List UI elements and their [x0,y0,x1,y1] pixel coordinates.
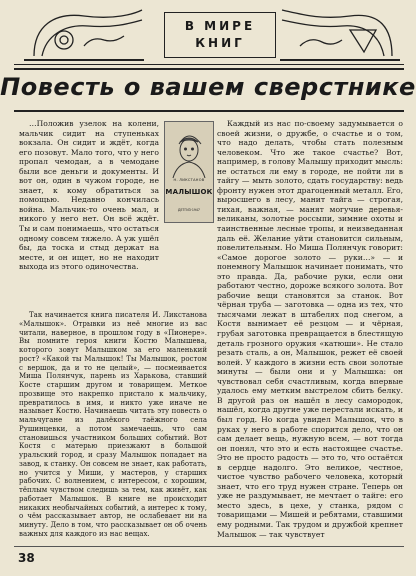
book-cover-title: МАЛЫШОК [165,188,213,196]
decorative-ornament-right [280,6,400,62]
boy-portrait-icon [165,122,213,178]
article-paragraph: Так начинается книга писателя И. Ликстанова «Малышок». Отрывки из неё многие из вас читали, наверное, в прошлом году в «Пионере». Вы помните героя книги Костю Малышева, которого зовут Малышком за его маленький рост? «Какой ты Малышок! Ты Малышок, ростом с вершок, да и то не целый», — посмеивается Миша Полянчук, парень из Харькова, ставший Косте старшим другом и товарищем. Меткое прозвище это накрепко пристало к мальчику, превратилось в имя, и никто уже иначе не называет Костю. Начинаешь читать эту повесть о мальчугане из далёкого таёжного села Рушинцевки, а потом замечаешь, что сам становишься участником больших событий. Вот Костя с матерью приезжают в большой уральский город, и сразу Малышок попадает на завод, к станку. Он совсем не знает, как работать, но учится у Миши, у мастеров, у старших рабочих. С волнением, с интересом, с хорошим, тёплым чувством следишь за тем, как живёт, как работает Малышок. В книге не происходит никаких необычайных событий, а интерес к тому, о чём рассказывает автор, не ослабевает ни на минуту. Дело в том, что рассказывает он об очень важных для каждого из нас вещах. [19,311,207,538]
article-paragraph: …Положив узелок на колени, мальчик сидит на ступеньках вокзала. Он сидит и ждёт, когда его позовут. Мало того, что у него пропал чемодан, а в чемодане были все деньги и документы. И вот он, один в чужом городе, не знает, к кому обратиться за помощью. Недавно кончилась война. Мальчик-то очень мал, и никого у него нет. Он всё ждёт. Ты и сам понимаешь, что остаться одному совсем тяжело. А уж ушёл бы, да тоска и стыд держат на месте, и он ищет, но не находит выхода из этого одиночества. [19,119,159,272]
section-header [14,6,404,65]
section-title-line2: КНИГ [195,36,245,50]
article-paragraph: Каждый из нас по-своему задумывается о своей жизни, о дружбе, о счастье и о том, что надо делать, чтобы стать полезным человеком. Что же такое счастье? Вот, например, в голову Малышу приходит мысль: не остаться ли ему в городе, не пойти ли в тайгу — мыть золото, сдать государству: ведь фронту нужен этот драгоценный металл. Его, выросшего в лесу, манит тайга — строгая, тихая, важная, — манят могучие деревья-великаны, золотые россыпи, зимние охоты и таинственные лесные тропы, и неизведанная даль её. Желание уйти становится сильным, повелительным. Но Миша Полянчук говорит: «Самое дорогое золото — руки…» — и понемногу Малышок начинает понимать, что это правда. Да, рабочие руки, если они работают честно, дороже всякого золота. Вот рабочие вещи становятся за станок. Вот чёрная труба — заготовка — одна из тех, что тысячами лежат в штабелях под снегом, а Костя вынимает её резцом — и чёрная, грубая заготовка превращается в блестящую деталь грозного оружия «катюши». Не стало резать сталь, а он, Малышок, режет её своей волей. У каждого в жизни есть свои золотые минуты — были они и у Малышка: он чувствовал себя счастливым, когда впервые удалось ему метким выстрелом сбить белку. В другой раз он нашёл в лесу самородок, нашёл, когда другие уже перестали искать, и был горд. Но когда увидел Малышок, что в руках у него в работе спорится дело, что он сам делает вещь, нужную всем, — вот тогда он понял, что это и есть настоящее счастье. Это не просто радость — это то, что остаётся в сердце надолго. Это великое, честное, чистое чувство рабочего человека, который знает, что его труд нужен стране. Теперь он уже не раздумывает, не мечтает о тайге: его место здесь, в цехе, у станка, рядом с товарищами — Мишей и ребятами, ставшими ему родными. Так трудом и дружбой крепнет Малышок — так чувствует [217,119,403,539]
book-cover-publisher: ДЕТГИЗ·1947 [178,208,200,212]
headline-rule-top [14,68,404,70]
decorative-ornament-left [24,6,144,62]
book-illustration [164,121,212,306]
headline-rule-bottom [14,110,404,112]
section-title-line1: В МИРЕ [184,19,256,33]
article-column-left-top [19,119,159,272]
article-headline: Повесть о вашем сверстнике [0,73,416,101]
book-cover [164,121,214,223]
page-bottom-rule [14,546,404,547]
page-number: 38 [18,551,35,565]
book-cover-author: Н. ЛИКСТАНОВ [173,178,205,182]
article-column-right [217,119,403,539]
article-column-left-bottom [19,311,207,539]
